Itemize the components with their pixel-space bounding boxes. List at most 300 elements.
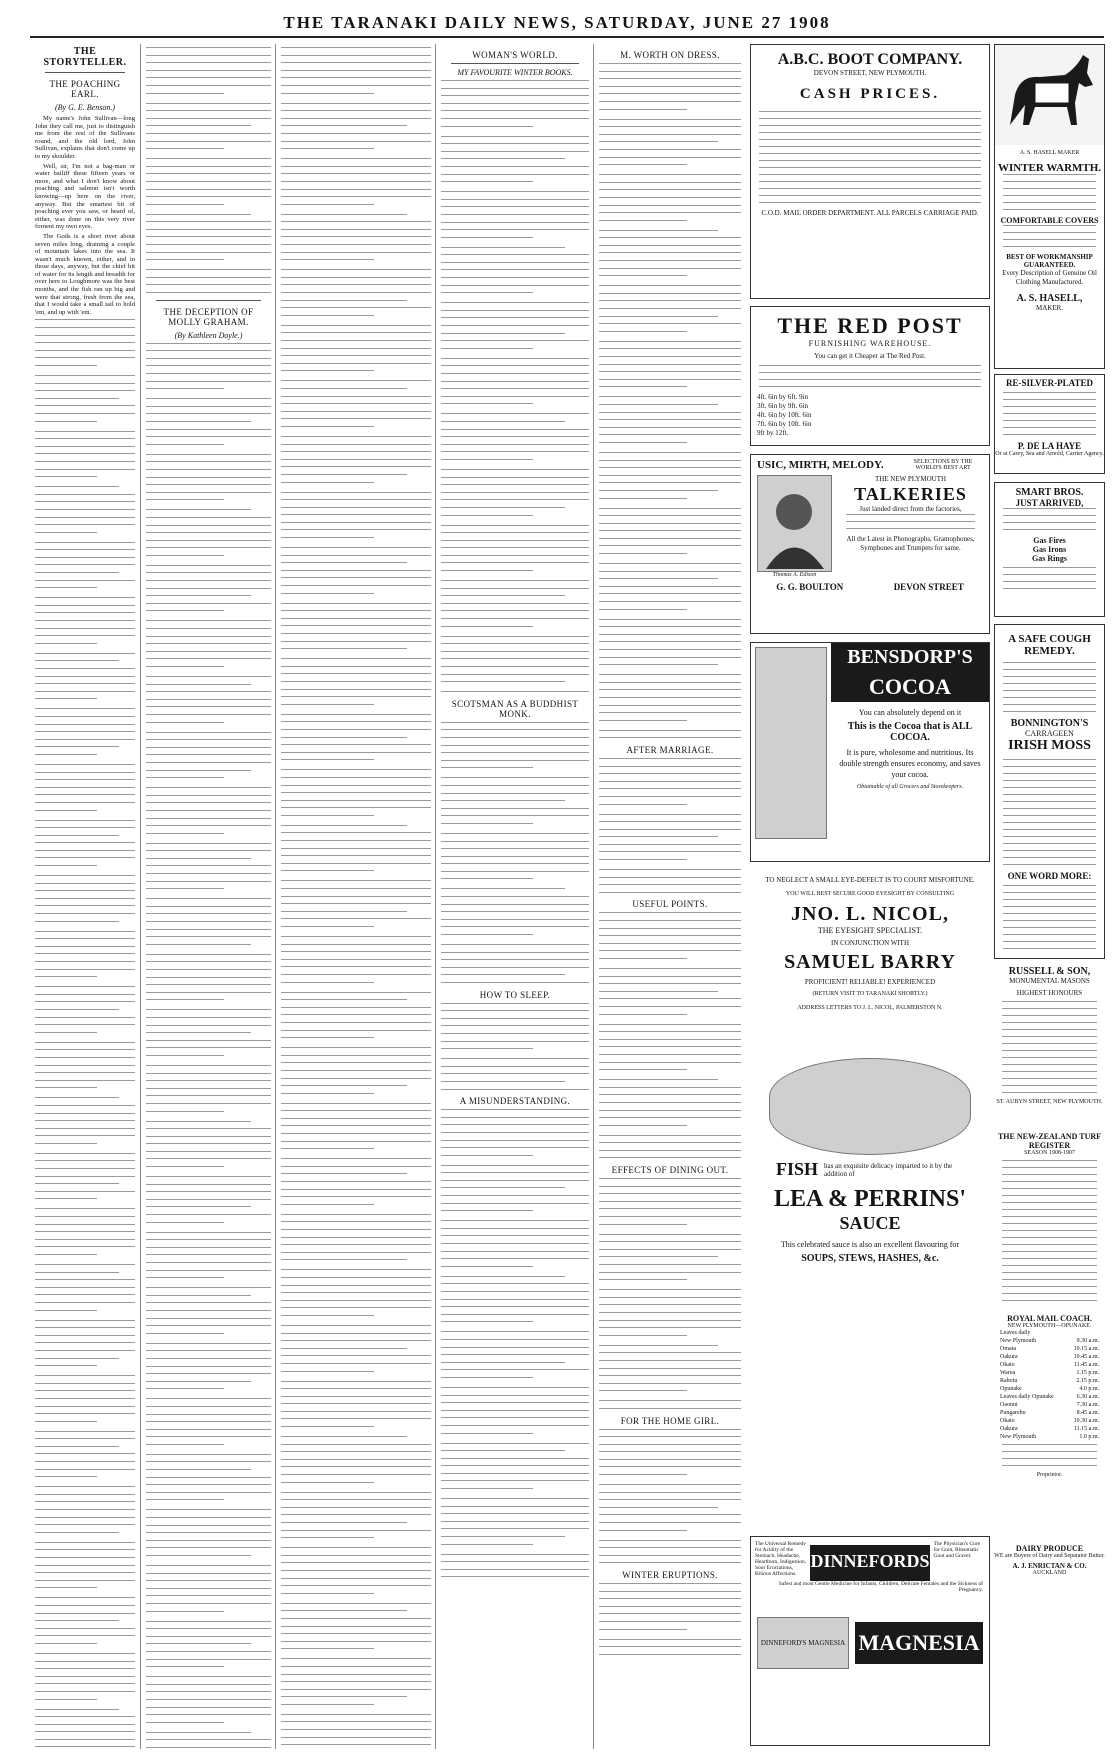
- text-line: [281, 1403, 431, 1404]
- text-line: [599, 1201, 741, 1202]
- text-line: [441, 302, 589, 303]
- text-line: [759, 139, 981, 140]
- text-line: [281, 1721, 431, 1722]
- text-line: [146, 1073, 271, 1074]
- text-line: [281, 1014, 431, 1015]
- text-line: [1003, 181, 1096, 182]
- text-line: [599, 1249, 741, 1250]
- article-title: FOR THE HOME GIRL.: [620, 1415, 720, 1426]
- text-line: [599, 586, 741, 587]
- text-line: [441, 1018, 589, 1019]
- ad-title: THE RED POST: [777, 313, 963, 338]
- text-line: [35, 1254, 97, 1255]
- text-line: [281, 785, 431, 786]
- text-line: [1003, 662, 1096, 663]
- text-line: [599, 86, 741, 87]
- text-line: [35, 1287, 135, 1288]
- text-line: [599, 1157, 741, 1158]
- text-line: [441, 729, 589, 730]
- text-line: [599, 788, 741, 789]
- text-line: [599, 1562, 741, 1563]
- text-line: [35, 1413, 135, 1414]
- text-line: [599, 230, 718, 231]
- byline: (By G. E. Benson.): [55, 103, 115, 112]
- article-title: AFTER MARRIAGE.: [626, 744, 714, 755]
- text-line: [599, 119, 741, 120]
- text-line: [35, 1572, 135, 1573]
- text-line: [146, 70, 271, 71]
- text-line: [281, 1125, 431, 1126]
- text-line: [281, 85, 431, 86]
- ad-line: COMFORTABLE COVERS: [1000, 216, 1099, 225]
- text-line: [35, 580, 135, 581]
- text-line: [441, 206, 589, 207]
- text-line: [146, 1095, 271, 1096]
- text-line: [35, 772, 135, 773]
- text-line: [441, 174, 589, 175]
- text-line: [599, 308, 741, 309]
- text-line: [35, 976, 97, 977]
- text-line: [599, 1629, 687, 1630]
- text-line: [441, 722, 589, 723]
- text-line: [146, 1166, 224, 1167]
- text-line: [146, 595, 251, 596]
- text-line: [759, 167, 981, 168]
- text-line: [441, 1251, 589, 1252]
- text-line: [146, 1333, 224, 1334]
- text-line: [146, 1484, 271, 1485]
- text-line: [599, 1297, 741, 1298]
- text-line: [281, 1285, 431, 1286]
- text-line: [599, 968, 741, 969]
- text-line: [599, 490, 718, 491]
- text-line: [441, 777, 589, 778]
- ad-text: [994, 1160, 1105, 1307]
- text-line: [281, 1593, 374, 1594]
- text-line: [35, 357, 135, 358]
- ad-side-text: Safest and most Gentle Medicine for Infants, Children, Delicate Females and the Sickness of Pregnancy.: [778, 1581, 983, 1593]
- text-line: [441, 1465, 589, 1466]
- text-line: [281, 459, 431, 460]
- divider: [45, 72, 125, 73]
- text-line: [441, 285, 589, 286]
- text-line: [441, 151, 589, 152]
- text-line: [1003, 773, 1096, 774]
- text-line: [599, 657, 741, 658]
- text-line: [146, 1232, 271, 1233]
- text-line: [146, 358, 271, 359]
- text-line: [599, 641, 741, 642]
- text-line: [35, 1494, 135, 1495]
- text-line: [1003, 427, 1096, 428]
- text-line: [35, 1628, 135, 1629]
- text-line: [599, 1540, 741, 1541]
- text-line: [441, 1347, 589, 1348]
- text-line: [146, 929, 271, 930]
- text-line: [146, 999, 224, 1000]
- text-line: [441, 310, 589, 311]
- text-line: [281, 244, 431, 245]
- text-line: [35, 1024, 135, 1025]
- text-line: [281, 1570, 431, 1571]
- text-line: [35, 1183, 119, 1184]
- text-line: [35, 605, 135, 606]
- text-line: [281, 181, 431, 182]
- text-line: [35, 469, 135, 470]
- text-line: [35, 827, 135, 828]
- text-line: [35, 698, 97, 699]
- text-line: [146, 166, 271, 167]
- text-line: [35, 802, 135, 803]
- text-line: [759, 153, 981, 154]
- text-line: [599, 991, 718, 992]
- text-line: [281, 1388, 431, 1389]
- stop-time: 2.15 p.m.: [1076, 1378, 1099, 1384]
- column-2: [140, 44, 276, 1749]
- text-line: [281, 1555, 431, 1556]
- text-line: [35, 794, 135, 795]
- text-line: [35, 1327, 135, 1328]
- stop-name: Leaves daily: [1000, 1330, 1031, 1336]
- text-line: [599, 1639, 741, 1640]
- text-line: [441, 878, 533, 879]
- text-line: [441, 199, 589, 200]
- text-line: [146, 110, 271, 111]
- text-line: [441, 1339, 589, 1340]
- ad-text: [838, 514, 983, 529]
- text-line: [1002, 1202, 1097, 1203]
- text-line: [441, 214, 589, 215]
- text-line: [146, 1540, 271, 1541]
- text-line: [281, 1055, 431, 1056]
- text-line: [281, 1244, 431, 1245]
- text-line: [35, 572, 119, 573]
- text-line: [441, 967, 589, 968]
- text-line: [1003, 232, 1096, 233]
- text-line: [441, 143, 589, 144]
- text-line: [146, 636, 271, 637]
- text-line: [1002, 1293, 1097, 1294]
- ad-hasell-covers: [994, 44, 1105, 369]
- illegible-text-lines: [441, 1109, 589, 1577]
- text-line: [146, 1151, 271, 1152]
- text-line: [281, 418, 431, 419]
- ad-owner: Proprietor.: [1036, 1472, 1063, 1478]
- ad-honours: HIGHEST HONOURS: [1016, 989, 1083, 997]
- text-line: [599, 1046, 741, 1047]
- text-line: [35, 1350, 135, 1351]
- text-line: [35, 557, 135, 558]
- text-line: [281, 1030, 431, 1031]
- section-heading: WOMAN'S WORLD.: [472, 50, 558, 60]
- portrait-image: [757, 475, 832, 572]
- text-line: [146, 898, 271, 899]
- text-line: [599, 869, 741, 870]
- text-line: [35, 898, 135, 899]
- text-line: [146, 1461, 271, 1462]
- text-line: [146, 547, 271, 548]
- text-line: [1002, 1258, 1097, 1259]
- text-line: [146, 1603, 271, 1604]
- text-line: [599, 1484, 741, 1485]
- stop-name: Rahotu: [1000, 1378, 1018, 1384]
- fish-platter-image: [769, 1058, 971, 1155]
- ad-resilver-plated: [994, 374, 1105, 474]
- text-line: [35, 587, 97, 588]
- text-line: [846, 514, 975, 515]
- text-line: [146, 1358, 271, 1359]
- text-line: [441, 808, 589, 809]
- text-line: [281, 55, 431, 56]
- text-line: [146, 1429, 271, 1430]
- text-line: [281, 737, 407, 738]
- text-line: [441, 388, 589, 389]
- text-line: [441, 469, 589, 470]
- text-line: [599, 245, 741, 246]
- text-line: [441, 1124, 589, 1125]
- text-line: [599, 1555, 741, 1556]
- text-line: [441, 1291, 589, 1292]
- ad-title: USIC, MIRTH, MELODY.: [757, 459, 884, 471]
- text-line: [35, 431, 135, 432]
- stop-time: 10.15 a.m.: [1073, 1346, 1099, 1352]
- text-line: [146, 1477, 271, 1478]
- text-line: [146, 969, 271, 970]
- text-line: [281, 259, 374, 260]
- text-line: [281, 1547, 431, 1548]
- text-line: [441, 1140, 589, 1141]
- text-line: [599, 844, 741, 845]
- price-row: [751, 411, 989, 420]
- text-line: [441, 365, 589, 366]
- item-size: 3ft. 6in by 9ft. 6in: [757, 402, 808, 410]
- text-line: [35, 1087, 97, 1088]
- ad-sub: MONUMENTAL MASONS: [1009, 977, 1090, 985]
- text-line: [146, 125, 251, 126]
- text-line: [35, 1208, 135, 1209]
- text-line: [599, 1474, 687, 1475]
- text-line: [441, 785, 589, 786]
- text-line: [599, 983, 741, 984]
- text-line: [146, 555, 224, 556]
- ad-royal-mail-coach: [994, 1314, 1105, 1539]
- text-line: [146, 1055, 224, 1056]
- text-line: [759, 125, 981, 126]
- text-line: [281, 348, 431, 349]
- text-line: [281, 1229, 431, 1230]
- text-line: [441, 651, 589, 652]
- text-line: [146, 413, 271, 414]
- text-line: [281, 911, 407, 912]
- text-line: [35, 1635, 135, 1636]
- text-line: [35, 1080, 135, 1081]
- text-line: [35, 1057, 135, 1058]
- text-line: [281, 1062, 431, 1063]
- text-line: [441, 166, 589, 167]
- ad-line: (RETURN VISIT TO TARANAKI SHORTLY.): [812, 991, 928, 997]
- text-line: [1003, 927, 1096, 928]
- text-line: [599, 498, 687, 499]
- text-line: [599, 1499, 741, 1500]
- text-line: [441, 793, 589, 794]
- text-line: [281, 1204, 374, 1205]
- text-line: [146, 706, 271, 707]
- text-line: [35, 1699, 97, 1700]
- illegible-text-lines: [146, 343, 271, 1749]
- article-title: USEFUL POINTS.: [632, 899, 708, 910]
- text-line: [281, 1070, 431, 1071]
- text-line: [599, 1014, 687, 1015]
- text-line: [146, 1239, 271, 1240]
- text-line: [599, 950, 741, 951]
- text-line: [599, 682, 741, 683]
- text-line: [441, 904, 589, 905]
- text-line: [1003, 885, 1096, 886]
- text-line: [281, 1530, 431, 1531]
- text-line: [146, 1047, 271, 1048]
- text-line: [281, 1507, 431, 1508]
- text-line: [1003, 174, 1096, 175]
- text-line: [599, 626, 741, 627]
- portrait-caption: Thomas A. Edison: [772, 572, 817, 578]
- ad-line: This is the Cocoa that is ALL COCOA.: [847, 721, 973, 743]
- price-row: [751, 402, 989, 411]
- text-line: [35, 1264, 135, 1265]
- text-line: [441, 1147, 589, 1148]
- text-line: [281, 444, 431, 445]
- text-line: [146, 461, 271, 462]
- text-line: [441, 603, 589, 604]
- text-line: [35, 1320, 135, 1321]
- ad-brand: DINNEFORDS: [810, 1545, 929, 1581]
- text-line: [441, 1048, 533, 1049]
- text-line: [599, 1591, 741, 1592]
- text-line: [281, 103, 431, 104]
- text-line: [35, 398, 119, 399]
- text-line: [281, 1181, 431, 1182]
- text-line: [599, 1142, 741, 1143]
- text-line: [599, 109, 687, 110]
- text-line: [146, 691, 271, 692]
- text-line: [441, 1235, 589, 1236]
- text-line: [441, 1395, 589, 1396]
- text-line: [146, 944, 251, 945]
- text-line: [281, 577, 431, 578]
- text-line: [35, 1246, 135, 1247]
- text-line: [599, 1062, 741, 1063]
- text-line: [441, 1117, 589, 1118]
- text-line: [281, 696, 431, 697]
- paragraph: Well, sir, I'm not a bag-man or water bailiff these fifteen years or more, and what I don't know about poaching and salmon isn't worth knowing—up here on the river, anyway. But the smartest bit of poaching ever you saw, or heard of, either, was done on this very river fornent my own eyes.: [35, 162, 135, 231]
- text-line: [441, 1187, 565, 1188]
- text-line: [35, 1097, 119, 1098]
- text-line: [599, 958, 687, 959]
- stop-name: Omata: [1000, 1346, 1016, 1352]
- text-line: [35, 1653, 135, 1654]
- text-line: [146, 787, 271, 788]
- text-line: [146, 469, 271, 470]
- ad-brand: TALKERIES: [854, 484, 967, 504]
- text-line: [599, 285, 741, 286]
- text-line: [35, 986, 135, 987]
- text-line: [599, 1492, 741, 1493]
- text-line: [35, 1453, 135, 1454]
- text-line: [599, 197, 741, 198]
- text-line: [441, 745, 589, 746]
- text-line: [146, 269, 271, 270]
- text-line: [35, 446, 135, 447]
- text-line: [441, 580, 589, 581]
- text-line: [281, 1704, 374, 1705]
- text-line: [441, 229, 589, 230]
- text-line: [281, 307, 431, 308]
- text-line: [35, 716, 135, 717]
- text-line: [35, 1446, 119, 1447]
- text-line: [146, 93, 224, 94]
- text-line: [599, 482, 741, 483]
- text-line: [146, 365, 271, 366]
- text-line: [281, 110, 431, 111]
- text-line: [759, 195, 981, 196]
- illegible-text-lines: [599, 63, 741, 738]
- ad-side-text: The Universal Remedy for Acidity of the Stomach, Headache, Heartburn, Indigestion, Sour Eructations, Bilious Affections.: [755, 1541, 807, 1577]
- text-line: [441, 1528, 589, 1529]
- text-line: [281, 436, 431, 437]
- text-line: [1002, 1216, 1097, 1217]
- ad-address: Or at Carey, Sea and Arnold, Carrier Agency.: [995, 451, 1104, 457]
- ad-title: ROYAL MAIL COACH.: [1007, 1314, 1092, 1323]
- text-line: [35, 1302, 135, 1303]
- text-line: [1003, 920, 1096, 921]
- text-line: [281, 507, 431, 508]
- text-line: [599, 1289, 741, 1290]
- ad-title: DAIRY PRODUCE: [1015, 1544, 1084, 1553]
- text-line: [146, 454, 271, 455]
- illegible-text-lines: [599, 1429, 741, 1564]
- stop-time: 1.0 p.m.: [1079, 1434, 1099, 1440]
- text-line: [146, 1565, 271, 1566]
- text-line: [599, 205, 741, 206]
- text-line: [1002, 1251, 1097, 1252]
- text-line: [281, 204, 374, 205]
- text-line: [441, 1010, 589, 1011]
- text-line: [35, 890, 135, 891]
- text-line: [146, 292, 271, 293]
- text-line: [441, 277, 589, 278]
- text-line: [281, 832, 431, 833]
- ad-address: ADDRESS LETTERS TO J. L. NICOL, PALMERSTON N.: [797, 1005, 943, 1011]
- article-title: EFFECTS OF DINING OUT.: [611, 1165, 729, 1176]
- text-line: [35, 597, 135, 598]
- text-line: [599, 1079, 718, 1080]
- text-line: [281, 1610, 407, 1611]
- text-line: [281, 1037, 374, 1038]
- text-line: [281, 1093, 374, 1094]
- text-line: [599, 508, 741, 509]
- text-line: [441, 222, 589, 223]
- timetable-row: [994, 1401, 1105, 1409]
- text-line: [146, 1270, 271, 1271]
- text-line: [146, 532, 271, 533]
- text-line: [281, 77, 431, 78]
- text-line: [146, 118, 271, 119]
- text-line: [146, 214, 251, 215]
- text-line: [146, 1040, 271, 1041]
- text-line: [146, 906, 271, 907]
- text-line: [281, 315, 374, 316]
- ad-cough-remedy: [994, 624, 1105, 959]
- text-line: [441, 1132, 589, 1133]
